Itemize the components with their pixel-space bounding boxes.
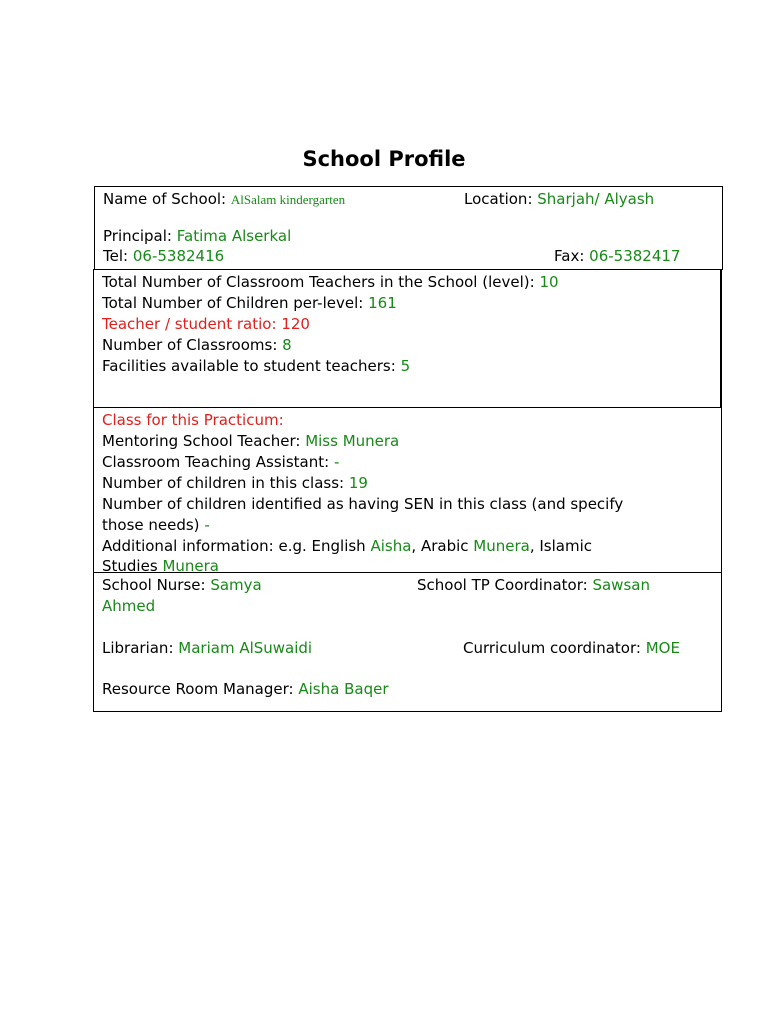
assistant-row — [102, 452, 339, 473]
resource-label: Resource Room Manager: — [102, 680, 294, 698]
studies-label: Studies — [102, 557, 158, 573]
fax-label: Fax: — [554, 247, 585, 265]
principal-value: Fatima Alserkal — [176, 227, 292, 245]
librarian-label: Librarian: — [102, 639, 174, 657]
assistant-value: - — [333, 453, 340, 471]
classrooms-row — [102, 335, 292, 356]
classrooms-label: Number of Classrooms: — [102, 336, 278, 354]
english-value: Aisha — [370, 537, 412, 555]
location-label: Location: — [464, 190, 533, 208]
school-name-row — [103, 189, 345, 210]
studies-row — [102, 556, 219, 573]
sen-label-2: those needs) — [102, 516, 200, 534]
nurse-value: Samya — [210, 576, 262, 594]
nurse-label: School Nurse: — [102, 576, 206, 594]
sen-row-1 — [102, 494, 623, 515]
ratio-row — [102, 314, 310, 335]
islamic-label: , Islamic — [529, 537, 593, 555]
class-children-label: Number of children in this class: — [102, 474, 345, 492]
tp-coordinator-value-2: Ahmed — [102, 597, 156, 615]
location-row — [464, 189, 654, 210]
page-title: School Profile — [302, 147, 466, 171]
islamic-value: Munera — [162, 557, 219, 573]
class-children-value: 19 — [348, 474, 368, 492]
principal-row — [103, 226, 291, 247]
school-name-value: AlSalam kindergarten — [230, 192, 346, 207]
librarian-row — [102, 638, 312, 659]
teachers-row — [102, 272, 559, 293]
sen-value: - — [204, 516, 210, 534]
tp-coordinator-row — [417, 575, 650, 596]
facilities-row — [102, 356, 410, 377]
tel-label: Tel: — [103, 247, 129, 265]
fax-value: 06-5382417 — [589, 247, 681, 265]
fax-row — [554, 246, 680, 267]
arabic-label: , Arabic — [411, 537, 469, 555]
resource-value: Aisha Baqer — [298, 680, 389, 698]
mentor-label: Mentoring School Teacher: — [102, 432, 301, 450]
sen-label-1: Number of children identified as having SEN in this class (and specify — [102, 495, 624, 513]
classrooms-value: 8 — [282, 336, 292, 354]
children-row — [102, 293, 397, 314]
facilities-value: 5 — [400, 357, 411, 375]
additional-label: Additional information: e.g. English — [102, 537, 366, 555]
tp-coordinator-value-1: Sawsan — [592, 576, 650, 594]
ratio-label: Teacher / student ratio: — [102, 315, 277, 333]
mentor-value: Miss Munera — [305, 432, 400, 450]
staff-box — [93, 572, 722, 712]
arabic-value: Munera — [473, 537, 530, 555]
class-children-row — [102, 473, 368, 494]
resource-row — [102, 679, 389, 700]
principal-label: Principal: — [103, 227, 172, 245]
curriculum-row — [463, 638, 680, 659]
tp-coordinator-label: School TP Coordinator: — [417, 576, 588, 594]
teachers-label: Total Number of Classroom Teachers in the School (level): — [102, 273, 535, 291]
nurse-row — [102, 575, 262, 596]
school-name-label: Name of School: — [103, 190, 227, 208]
assistant-label: Classroom Teaching Assistant: — [102, 453, 330, 471]
curriculum-value: MOE — [645, 639, 680, 657]
teachers-value: 10 — [539, 273, 559, 291]
facilities-label: Facilities available to student teachers: — [102, 357, 396, 375]
practicum-heading: Class for this Practicum: — [102, 411, 284, 429]
school-stats-box — [93, 269, 722, 409]
mentor-row — [102, 431, 399, 452]
additional-row — [102, 536, 592, 557]
ratio-value: 120 — [281, 315, 310, 333]
curriculum-label: Curriculum coordinator: — [463, 639, 641, 657]
location-value: Sharjah/ Alyash — [537, 190, 655, 208]
children-label: Total Number of Children per-level: — [102, 294, 364, 312]
school-info-box — [94, 186, 723, 270]
tel-row — [103, 246, 224, 267]
tel-value: 06-5382416 — [132, 247, 225, 265]
librarian-value: Mariam AlSuwaidi — [178, 639, 313, 657]
sen-row-2 — [102, 515, 210, 536]
children-value: 161 — [368, 294, 397, 312]
practicum-box — [93, 407, 722, 573]
